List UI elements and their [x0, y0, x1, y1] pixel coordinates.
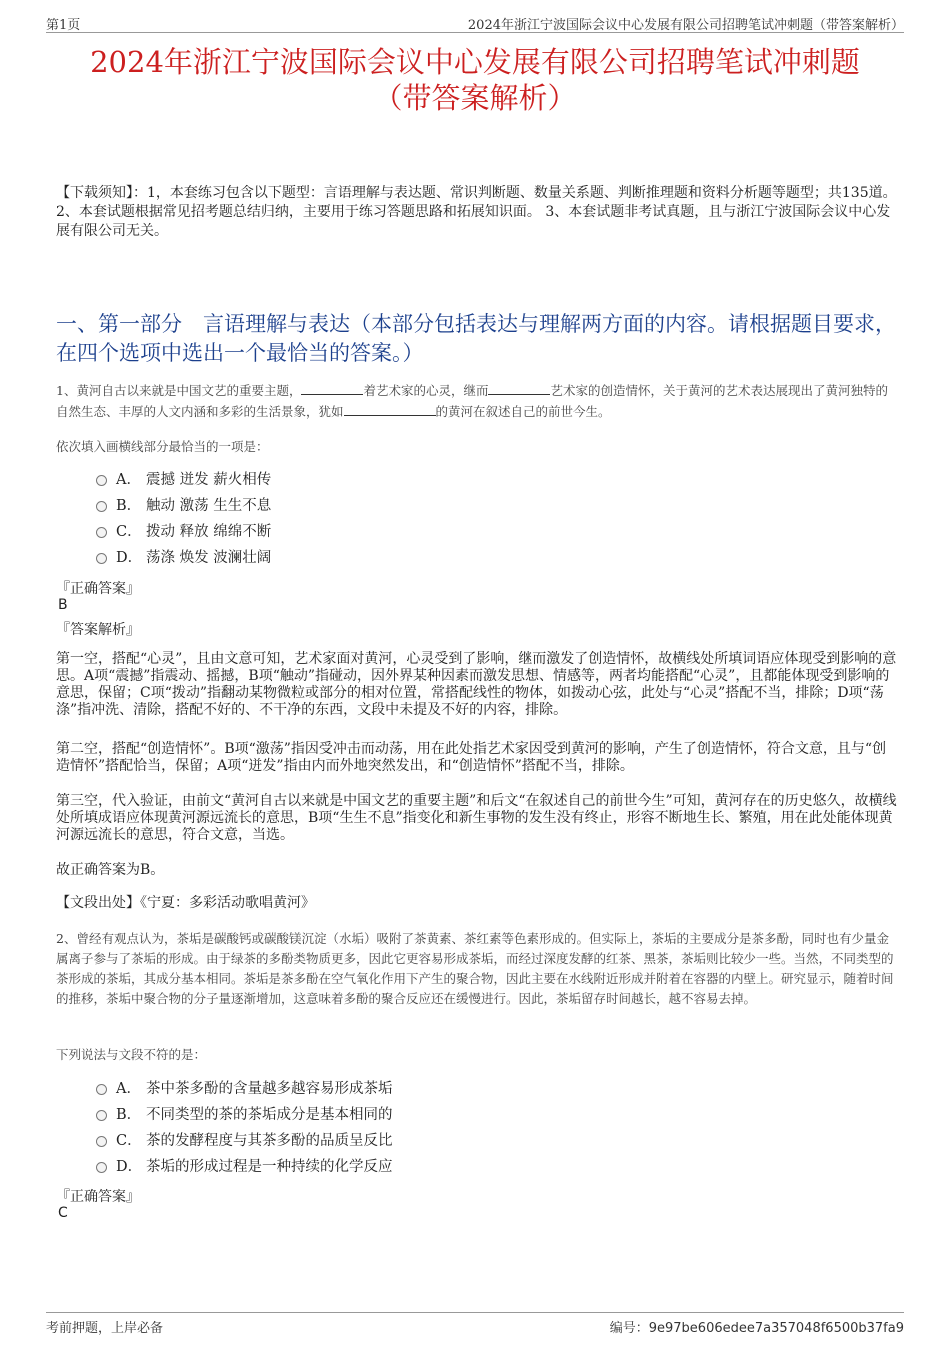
option-b[interactable]: B． 触动 激荡 生生不息 — [96, 493, 271, 519]
page-header — [46, 10, 904, 33]
analysis-paragraph-2: 第二空，搭配“创造情怀”。B项“激荡”指因受冲击而动荡，用在此处指艺术家因受到黄河的影响，产生了创造情怀，符合文意，且与“创造情怀”搭配恰当，保留；A项“迸发”指由内而外地突然发出，和“创造情怀”搭配不当，排除。 — [56, 741, 887, 774]
answer-value: C — [58, 1205, 68, 1221]
footer-slogan: 考前押题，上岸必备 — [46, 1321, 164, 1336]
question-1-stem — [56, 380, 898, 422]
option-d[interactable]: D． 荡涤 焕发 波澜壮阔 — [96, 545, 271, 571]
q1-text-c: 艺术家的创造情怀，关于黄河的艺术表达展现出了黄河独特的自然生态、丰厚的人文内涵和多彩的生活景象，犹如 — [56, 383, 888, 419]
document-title — [30, 44, 920, 116]
download-notice: 【下载须知】：1，本套练习包含以下题型：言语理解与表达题、常识判断题、数量关系题、判断推理题和资料分析题等题型；共135道。 2、本套试题根据常见招考题总结归纳，主要用于练习答题思路和拓展知识面。 3、本套试题非考试真题，且与浙江宁波国际会议中心发展有限公司无关。 — [56, 185, 897, 239]
passage-source: 【文段出处】《宁夏：多彩活动歌唱黄河》 — [56, 895, 315, 911]
question-1-options — [96, 467, 271, 571]
question-1-prompt: 依次填入画横线部分最恰当的一项是： — [56, 439, 269, 454]
answer-value: B — [58, 597, 68, 613]
title-line-2: （带答案解析） — [373, 81, 577, 115]
radio-icon[interactable] — [96, 553, 107, 564]
radio-icon[interactable] — [96, 1162, 107, 1173]
radio-icon[interactable] — [96, 1136, 107, 1147]
analysis-conclusion: 故正确答案为B。 — [56, 862, 165, 878]
page-number: 第1页 — [46, 18, 81, 33]
blank-2 — [488, 380, 550, 395]
answer-label: 『正确答案』 — [56, 1189, 140, 1205]
radio-icon[interactable] — [96, 1110, 107, 1121]
analysis-paragraph-3: 第三空，代入验证，由前文“黄河自古以来就是中国文艺的重要主题”和后文“在叙述自己的前世今生”可知，黄河存在的历史悠久，故横线处所填成语应体现黄河源远流长的意思，B项“生生不息”指变化和新生事物的发生没有终止，形容不断地生长、繁殖，用在此处能体现黄河源远流长的意思，符合文意，当选。 — [56, 793, 897, 843]
radio-icon[interactable] — [96, 475, 107, 486]
section-heading: 一、第一部分 言语理解与表达（本部分包括表达与理解两方面的内容。请根据题目要求，在四个选项中选出一个最恰当的答案。） — [56, 312, 896, 365]
radio-icon[interactable] — [96, 1084, 107, 1095]
analysis-paragraph-1: 第一空，搭配“心灵”，且由文意可知，艺术家面对黄河，心灵受到了影响，继而激发了创造情怀，故横线处所填词语应体现受到影响的意思。A项“震撼”指震动、摇撼，B项“触动”指碰动，因外界某种因素而激发思想、情感等，两者均能搭配“心灵”，且都能体现受到影响的意思，保留；C项“拨动”指翻动某物微粒或部分的相对位置，常搭配线性的物体，如拨动心弦，此处与“心灵”搭配不当，排除；D项“荡涤”指冲洗、清除，搭配不好的、不干净的东西，文段中未提及不好的内容，排除。 — [56, 651, 897, 718]
option-c[interactable]: C． 茶的发酵程度与其茶多酚的品质呈反比 — [96, 1128, 393, 1154]
option-a[interactable]: A． 茶中茶多酚的含量越多越容易形成茶垢 — [96, 1076, 393, 1102]
option-c[interactable]: C． 拨动 释放 绵绵不断 — [96, 519, 271, 545]
option-a[interactable]: A． 震撼 迸发 薪火相传 — [96, 467, 271, 493]
q1-text-a: 1、黄河自古以来就是中国文艺的重要主题， — [56, 383, 302, 398]
page-footer — [46, 1312, 904, 1337]
option-b[interactable]: B． 不同类型的茶的茶垢成分是基本相同的 — [96, 1102, 393, 1128]
blank-1 — [301, 380, 363, 395]
title-line-1: 2024年浙江宁波国际会议中心发展有限公司招聘笔试冲刺题 — [90, 45, 860, 79]
radio-icon[interactable] — [96, 501, 107, 512]
q1-text-b: 着艺术家的心灵，继而 — [363, 383, 489, 398]
question-2-stem: 2、曾经有观点认为，茶垢是碳酸钙或碳酸镁沉淀（水垢）吸附了茶黄素、茶红素等色素形成的。但实际上，茶垢的主要成分是茶多酚，同时也有少量金属离子参与了茶垢的形成。由于绿茶的多酚类物质更多，因此它更容易形成茶垢，而经过深度发酵的红茶、黑茶，茶垢则比较少一些。当然，不同类型的茶形成的茶垢，其成分基本相同。茶垢是茶多酚在空气氧化作用下产生的聚合物，因此主要在水线附近形成并附着在容器的内壁上。研究显示，随着时间的推移，茶垢中聚合物的分子量逐渐增加，这意味着多酚的聚合反应还在缓慢进行。因此，茶垢留存时间越长，越不容易去掉。 — [56, 931, 894, 1006]
q1-text-d: 的黄河在叙述自己的前世今生。 — [435, 404, 611, 419]
option-d[interactable]: D． 茶垢的形成过程是一种持续的化学反应 — [96, 1154, 393, 1180]
analysis-label: 『答案解析』 — [56, 622, 140, 638]
answer-label: 『正确答案』 — [56, 581, 140, 597]
footer-code: 编号：9e97be606edee7a357048f6500b37fa9 — [609, 1321, 904, 1336]
header-doc-title: 2024年浙江宁波国际会议中心发展有限公司招聘笔试冲刺题（带答案解析） — [467, 18, 904, 33]
question-2-options — [96, 1076, 393, 1180]
blank-3 — [344, 401, 436, 416]
question-2-prompt: 下列说法与文段不符的是： — [56, 1047, 207, 1062]
radio-icon[interactable] — [96, 527, 107, 538]
